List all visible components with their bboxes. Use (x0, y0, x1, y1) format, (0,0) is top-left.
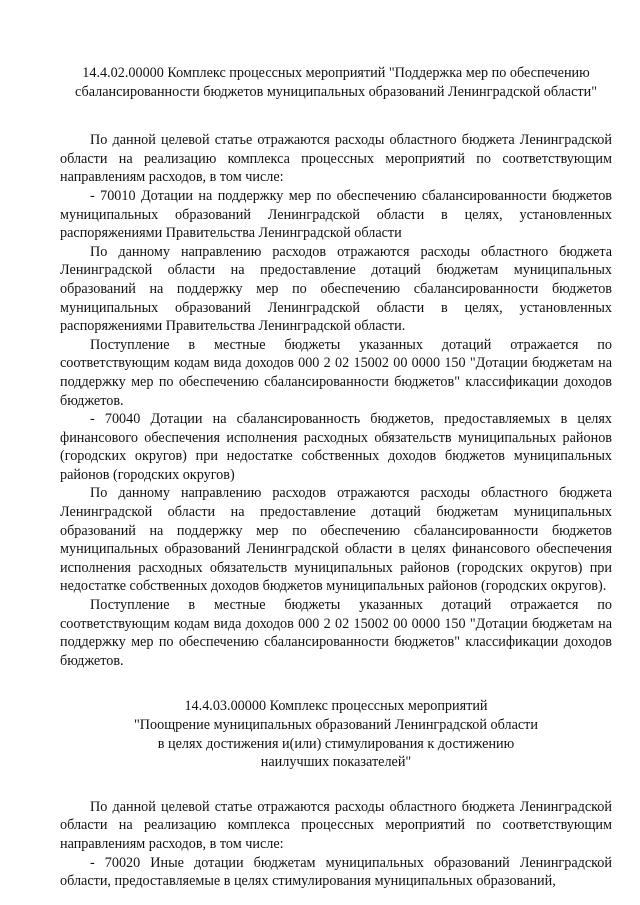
section-heading: 14.4.02.00000 Комплекс процессных мероприятий "Поддержка мер по обеспечению сбалансированности бюджетов муниципальных образований Ленинградской области" (75, 65, 597, 100)
document-page (60, 64, 612, 891)
paragraph: - 70020 Иные дотации бюджетам муниципальных образований Ленинградской области, предоставляемые в целях стимулирования муниципальных образований, (60, 854, 612, 890)
paragraph: По данной целевой статье отражаются расходы областного бюджета Ленинградской области на реализацию комплекса процессных мероприятий по соответствующим направлениям расходов, в том числе: (60, 798, 612, 852)
spacer (60, 670, 612, 697)
paragraph: По данному направлению расходов отражаются расходы областного бюджета Ленинградской области на предоставление дотаций бюджетам муниципальных образований на поддержку мер по обеспечению сбалансированности бюджетов муниципальных образований Ленинградской области в целях, установленных распоряжениями Правительства Ленинградской области. (60, 243, 612, 335)
paragraph: - 70040 Дотации на сбалансированность бюджетов, предоставляемых в целях финансового обеспечения исполнения расходных обязательств муниципальных районов (городских округов) при недостатке собственных доходов бюджетов муниципальных районов (городских округов) (60, 411, 612, 483)
paragraph: - 70010 Дотации на поддержку мер по обеспечению сбалансированности бюджетов муниципальных образований Ленинградской области в целях, установленных распоряжениями Правительства Ленинградской области (60, 187, 612, 242)
paragraph: По данному направлению расходов отражаются расходы областного бюджета Ленинградской области на предоставление дотаций бюджетам муниципальных образований на поддержку мер по обеспечению сбалансированности бюджетов муниципальных образований Ленинградской области в целях финансового обеспечения исполнения расходных обязательств муниципальных районов (городских округов) при недостатке собственных доходов бюджетов муниципальных районов (городских округов). (60, 485, 612, 595)
heading-line: в целях достижения и(или) стимулирования к достижению (157, 735, 515, 752)
heading-line: "Поощрение муниципальных образований Ленинградской области (134, 717, 538, 733)
paragraph: Поступление в местные бюджеты указанных дотаций отражается по соответствующим кодам вида доходов 000 2 02 15002 00 0000 150 "Дотации бюджетам на поддержку мер по обеспечению сбалансированности бюджетов" классификации доходов бюджетов. (60, 336, 612, 409)
spacer (60, 101, 612, 131)
paragraph: Поступление в местные бюджеты указанных дотаций отражается по соответствующим кодам вида доходов 000 2 02 15002 00 0000 150 "Дотации бюджетам на поддержку мер по обеспечению сбалансированности бюджетов" классификации доходов бюджетов. (60, 597, 612, 669)
heading-line: наилучших показателей" (260, 754, 412, 771)
section-heading (60, 697, 612, 771)
heading-line: 14.4.03.00000 Комплекс процессных мероприятий (184, 698, 488, 715)
spacer (60, 772, 612, 798)
paragraph: По данной целевой статье отражаются расходы областного бюджета Ленинградской области на реализацию комплекса процессных мероприятий по соответствующим направлениям расходов, в том числе: (60, 132, 612, 186)
